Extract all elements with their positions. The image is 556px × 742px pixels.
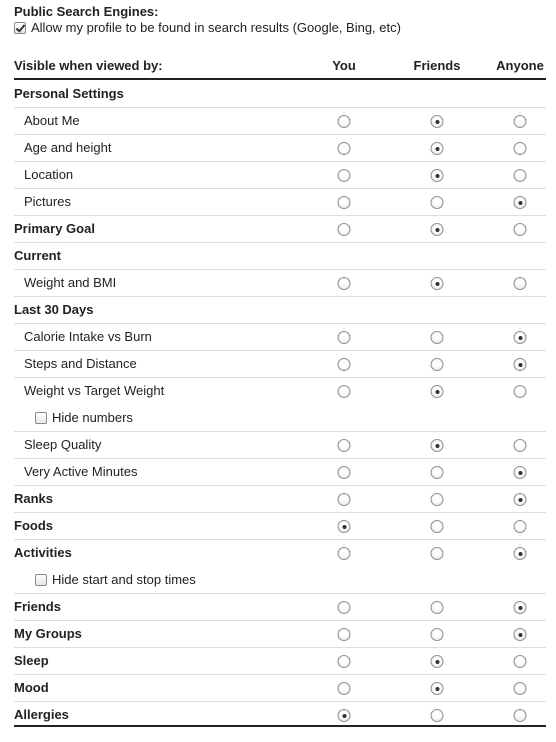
calorie-intake-vs-burn-label: Calorie Intake vs Burn <box>24 329 152 344</box>
allergies-friends-radio[interactable] <box>431 709 444 722</box>
steps-and-distance-anyone-radio[interactable] <box>514 358 527 371</box>
pictures-label: Pictures <box>24 194 71 209</box>
weight-vs-target-weight-friends-radio[interactable] <box>431 385 444 398</box>
my-groups-friends-radio[interactable] <box>431 628 444 641</box>
pictures-friends-radio[interactable] <box>431 196 444 209</box>
activities-friends-radio[interactable] <box>431 547 444 560</box>
section-heading-row <box>0 80 556 107</box>
location-anyone-radio[interactable] <box>514 169 527 182</box>
mood-you-radio[interactable] <box>338 682 351 695</box>
foods-friends-radio[interactable] <box>431 520 444 533</box>
location-friends-radio[interactable] <box>431 169 444 182</box>
hide-numbers-label: Hide numbers <box>52 410 133 425</box>
table-header <box>0 54 556 78</box>
foods-label: Foods <box>14 518 53 533</box>
weight-vs-target-weight-label: Weight vs Target Weight <box>24 383 165 398</box>
current-label: Current <box>14 248 61 263</box>
friends-you-radio[interactable] <box>338 601 351 614</box>
about-me-anyone-radio[interactable] <box>514 115 527 128</box>
option-checkbox-row <box>0 404 556 431</box>
friends-anyone-radio[interactable] <box>514 601 527 614</box>
steps-and-distance-friends-radio[interactable] <box>431 358 444 371</box>
column-friends: Friends <box>413 58 461 73</box>
allergies-you-radio[interactable] <box>338 709 351 722</box>
last-30-days-label: Last 30 Days <box>14 302 94 317</box>
sleep-label: Sleep <box>14 653 49 668</box>
age-and-height-label: Age and height <box>24 140 112 155</box>
weight-and-bmi-friends-radio[interactable] <box>431 277 444 290</box>
my-groups-you-radio[interactable] <box>338 628 351 641</box>
age-and-height-friends-radio[interactable] <box>431 142 444 155</box>
table-row <box>0 485 556 512</box>
table-row <box>0 674 556 701</box>
activities-label: Activities <box>14 545 72 560</box>
about-me-friends-radio[interactable] <box>431 115 444 128</box>
weight-vs-target-weight-anyone-radio[interactable] <box>514 385 527 398</box>
allow-search-label: Allow my profile to be found in search results (Google, Bing, etc) <box>31 20 401 35</box>
column-you: You <box>332 58 356 73</box>
ranks-friends-radio[interactable] <box>431 493 444 506</box>
weight-vs-target-weight-you-radio[interactable] <box>338 385 351 398</box>
sleep-quality-anyone-radio[interactable] <box>514 439 527 452</box>
mood-friends-radio[interactable] <box>431 682 444 695</box>
weight-and-bmi-label: Weight and BMI <box>24 275 117 290</box>
location-you-radio[interactable] <box>338 169 351 182</box>
calorie-intake-vs-burn-you-radio[interactable] <box>338 331 351 344</box>
table-row <box>0 350 556 377</box>
personal-settings-label: Personal Settings <box>14 86 124 101</box>
table-row <box>0 701 556 728</box>
about-me-you-radio[interactable] <box>338 115 351 128</box>
ranks-anyone-radio[interactable] <box>514 493 527 506</box>
primary-goal-label: Primary Goal <box>14 221 95 236</box>
pictures-you-radio[interactable] <box>338 196 351 209</box>
table-row <box>0 215 556 242</box>
table-row <box>0 458 556 485</box>
age-and-height-anyone-radio[interactable] <box>514 142 527 155</box>
very-active-minutes-you-radio[interactable] <box>338 466 351 479</box>
table-row <box>0 269 556 296</box>
table-row <box>0 431 556 458</box>
allergies-label: Allergies <box>14 707 69 722</box>
visible-when-viewed-by-label: Visible when viewed by: <box>14 58 163 73</box>
allergies-anyone-radio[interactable] <box>514 709 527 722</box>
table-row <box>0 323 556 350</box>
my-groups-anyone-radio[interactable] <box>514 628 527 641</box>
hide-start-and-stop-times-label: Hide start and stop times <box>52 572 196 587</box>
column-anyone: Anyone <box>496 58 544 73</box>
sleep-quality-label: Sleep Quality <box>24 437 102 452</box>
table-row <box>0 377 556 404</box>
activities-anyone-radio[interactable] <box>514 547 527 560</box>
public-search-title: Public Search Engines: <box>14 4 159 19</box>
steps-and-distance-label: Steps and Distance <box>24 356 137 371</box>
ranks-label: Ranks <box>14 491 54 506</box>
friends-label: Friends <box>14 599 61 614</box>
ranks-you-radio[interactable] <box>338 493 351 506</box>
table-row <box>0 512 556 539</box>
steps-and-distance-you-radio[interactable] <box>338 358 351 371</box>
weight-and-bmi-anyone-radio[interactable] <box>514 277 527 290</box>
public-search-engines <box>14 4 401 36</box>
hide-numbers-checkbox[interactable] <box>35 412 47 424</box>
option-checkbox-row <box>0 566 556 593</box>
table-row <box>0 647 556 674</box>
friends-friends-radio[interactable] <box>431 601 444 614</box>
privacy-settings-table <box>0 80 556 728</box>
option-hide-numbers <box>35 410 133 425</box>
mood-anyone-radio[interactable] <box>514 682 527 695</box>
calorie-intake-vs-burn-anyone-radio[interactable] <box>514 331 527 344</box>
foods-anyone-radio[interactable] <box>514 520 527 533</box>
sleep-anyone-radio[interactable] <box>514 655 527 668</box>
sleep-you-radio[interactable] <box>338 655 351 668</box>
my-groups-label: My Groups <box>14 626 82 641</box>
option-hide-start-and-stop-times <box>35 572 196 587</box>
about-me-label: About Me <box>24 113 80 128</box>
table-row <box>0 593 556 620</box>
sleep-quality-friends-radio[interactable] <box>431 439 444 452</box>
sleep-friends-radio[interactable] <box>431 655 444 668</box>
very-active-minutes-label: Very Active Minutes <box>24 464 138 479</box>
hide-start-and-stop-times-checkbox[interactable] <box>35 574 47 586</box>
age-and-height-you-radio[interactable] <box>338 142 351 155</box>
primary-goal-friends-radio[interactable] <box>431 223 444 236</box>
weight-and-bmi-you-radio[interactable] <box>338 277 351 290</box>
section-heading-row <box>0 296 556 323</box>
activities-you-radio[interactable] <box>338 547 351 560</box>
allow-search-checkbox[interactable] <box>14 22 26 34</box>
sleep-quality-you-radio[interactable] <box>338 439 351 452</box>
very-active-minutes-friends-radio[interactable] <box>431 466 444 479</box>
primary-goal-you-radio[interactable] <box>338 223 351 236</box>
calorie-intake-vs-burn-friends-radio[interactable] <box>431 331 444 344</box>
footer-divider <box>14 725 546 727</box>
foods-you-radio[interactable] <box>338 520 351 533</box>
very-active-minutes-anyone-radio[interactable] <box>514 466 527 479</box>
allow-search-option[interactable] <box>14 20 401 36</box>
pictures-anyone-radio[interactable] <box>514 196 527 209</box>
table-row <box>0 539 556 566</box>
primary-goal-anyone-radio[interactable] <box>514 223 527 236</box>
table-row <box>0 188 556 215</box>
mood-label: Mood <box>14 680 49 695</box>
table-row <box>0 620 556 647</box>
table-row <box>0 161 556 188</box>
location-label: Location <box>24 167 74 182</box>
table-row <box>0 134 556 161</box>
table-row <box>0 107 556 134</box>
section-heading-row <box>0 242 556 269</box>
